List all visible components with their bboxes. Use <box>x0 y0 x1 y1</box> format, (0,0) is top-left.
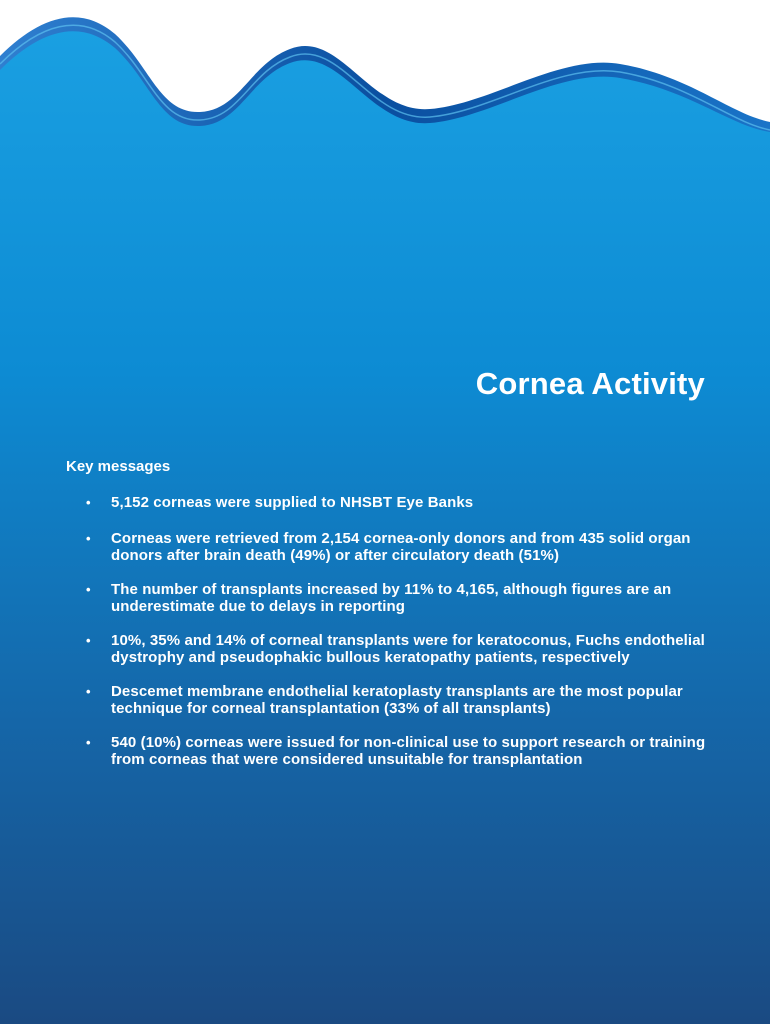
list-item-text: The number of transplants increased by 11% to 4,165, although figures are an underestimate due to delays in reporting <box>111 581 672 615</box>
page-title: Cornea Activity <box>475 366 705 401</box>
list-item <box>84 734 714 768</box>
list-item-text: 10%, 35% and 14% of corneal transplants were for keratoconus, Fuchs endothelial dystrophy and pseudophakic bullous keratopathy patients, respectively <box>111 632 705 666</box>
bullet-icon: • <box>86 633 91 648</box>
bullet-icon: • <box>86 684 91 699</box>
list-item <box>84 530 714 564</box>
list-item <box>84 683 714 717</box>
list-item-text: 5,152 corneas were supplied to NHSBT Eye Banks <box>111 494 474 511</box>
list-item <box>84 494 714 511</box>
list-item <box>84 581 714 615</box>
bullet-icon: • <box>86 582 91 597</box>
list-item <box>84 632 714 666</box>
list-item-text: Corneas were retrieved from 2,154 cornea-only donors and from 435 solid organ donors after brain death (49%) or after circulatory death (51%) <box>111 530 691 564</box>
list-item-text: 540 (10%) corneas were issued for non-clinical use to support research or training from corneas that were considered unsuitable for transplantation <box>111 734 706 768</box>
bullet-icon: • <box>86 495 91 510</box>
key-messages-heading: Key messages <box>66 458 171 475</box>
list-item-text: Descemet membrane endothelial keratoplasty transplants are the most popular technique for corneal transplantation (33% of all transplants) <box>111 683 683 717</box>
key-messages-list <box>84 494 714 768</box>
bullet-icon: • <box>86 531 91 546</box>
bullet-icon: • <box>86 735 91 750</box>
